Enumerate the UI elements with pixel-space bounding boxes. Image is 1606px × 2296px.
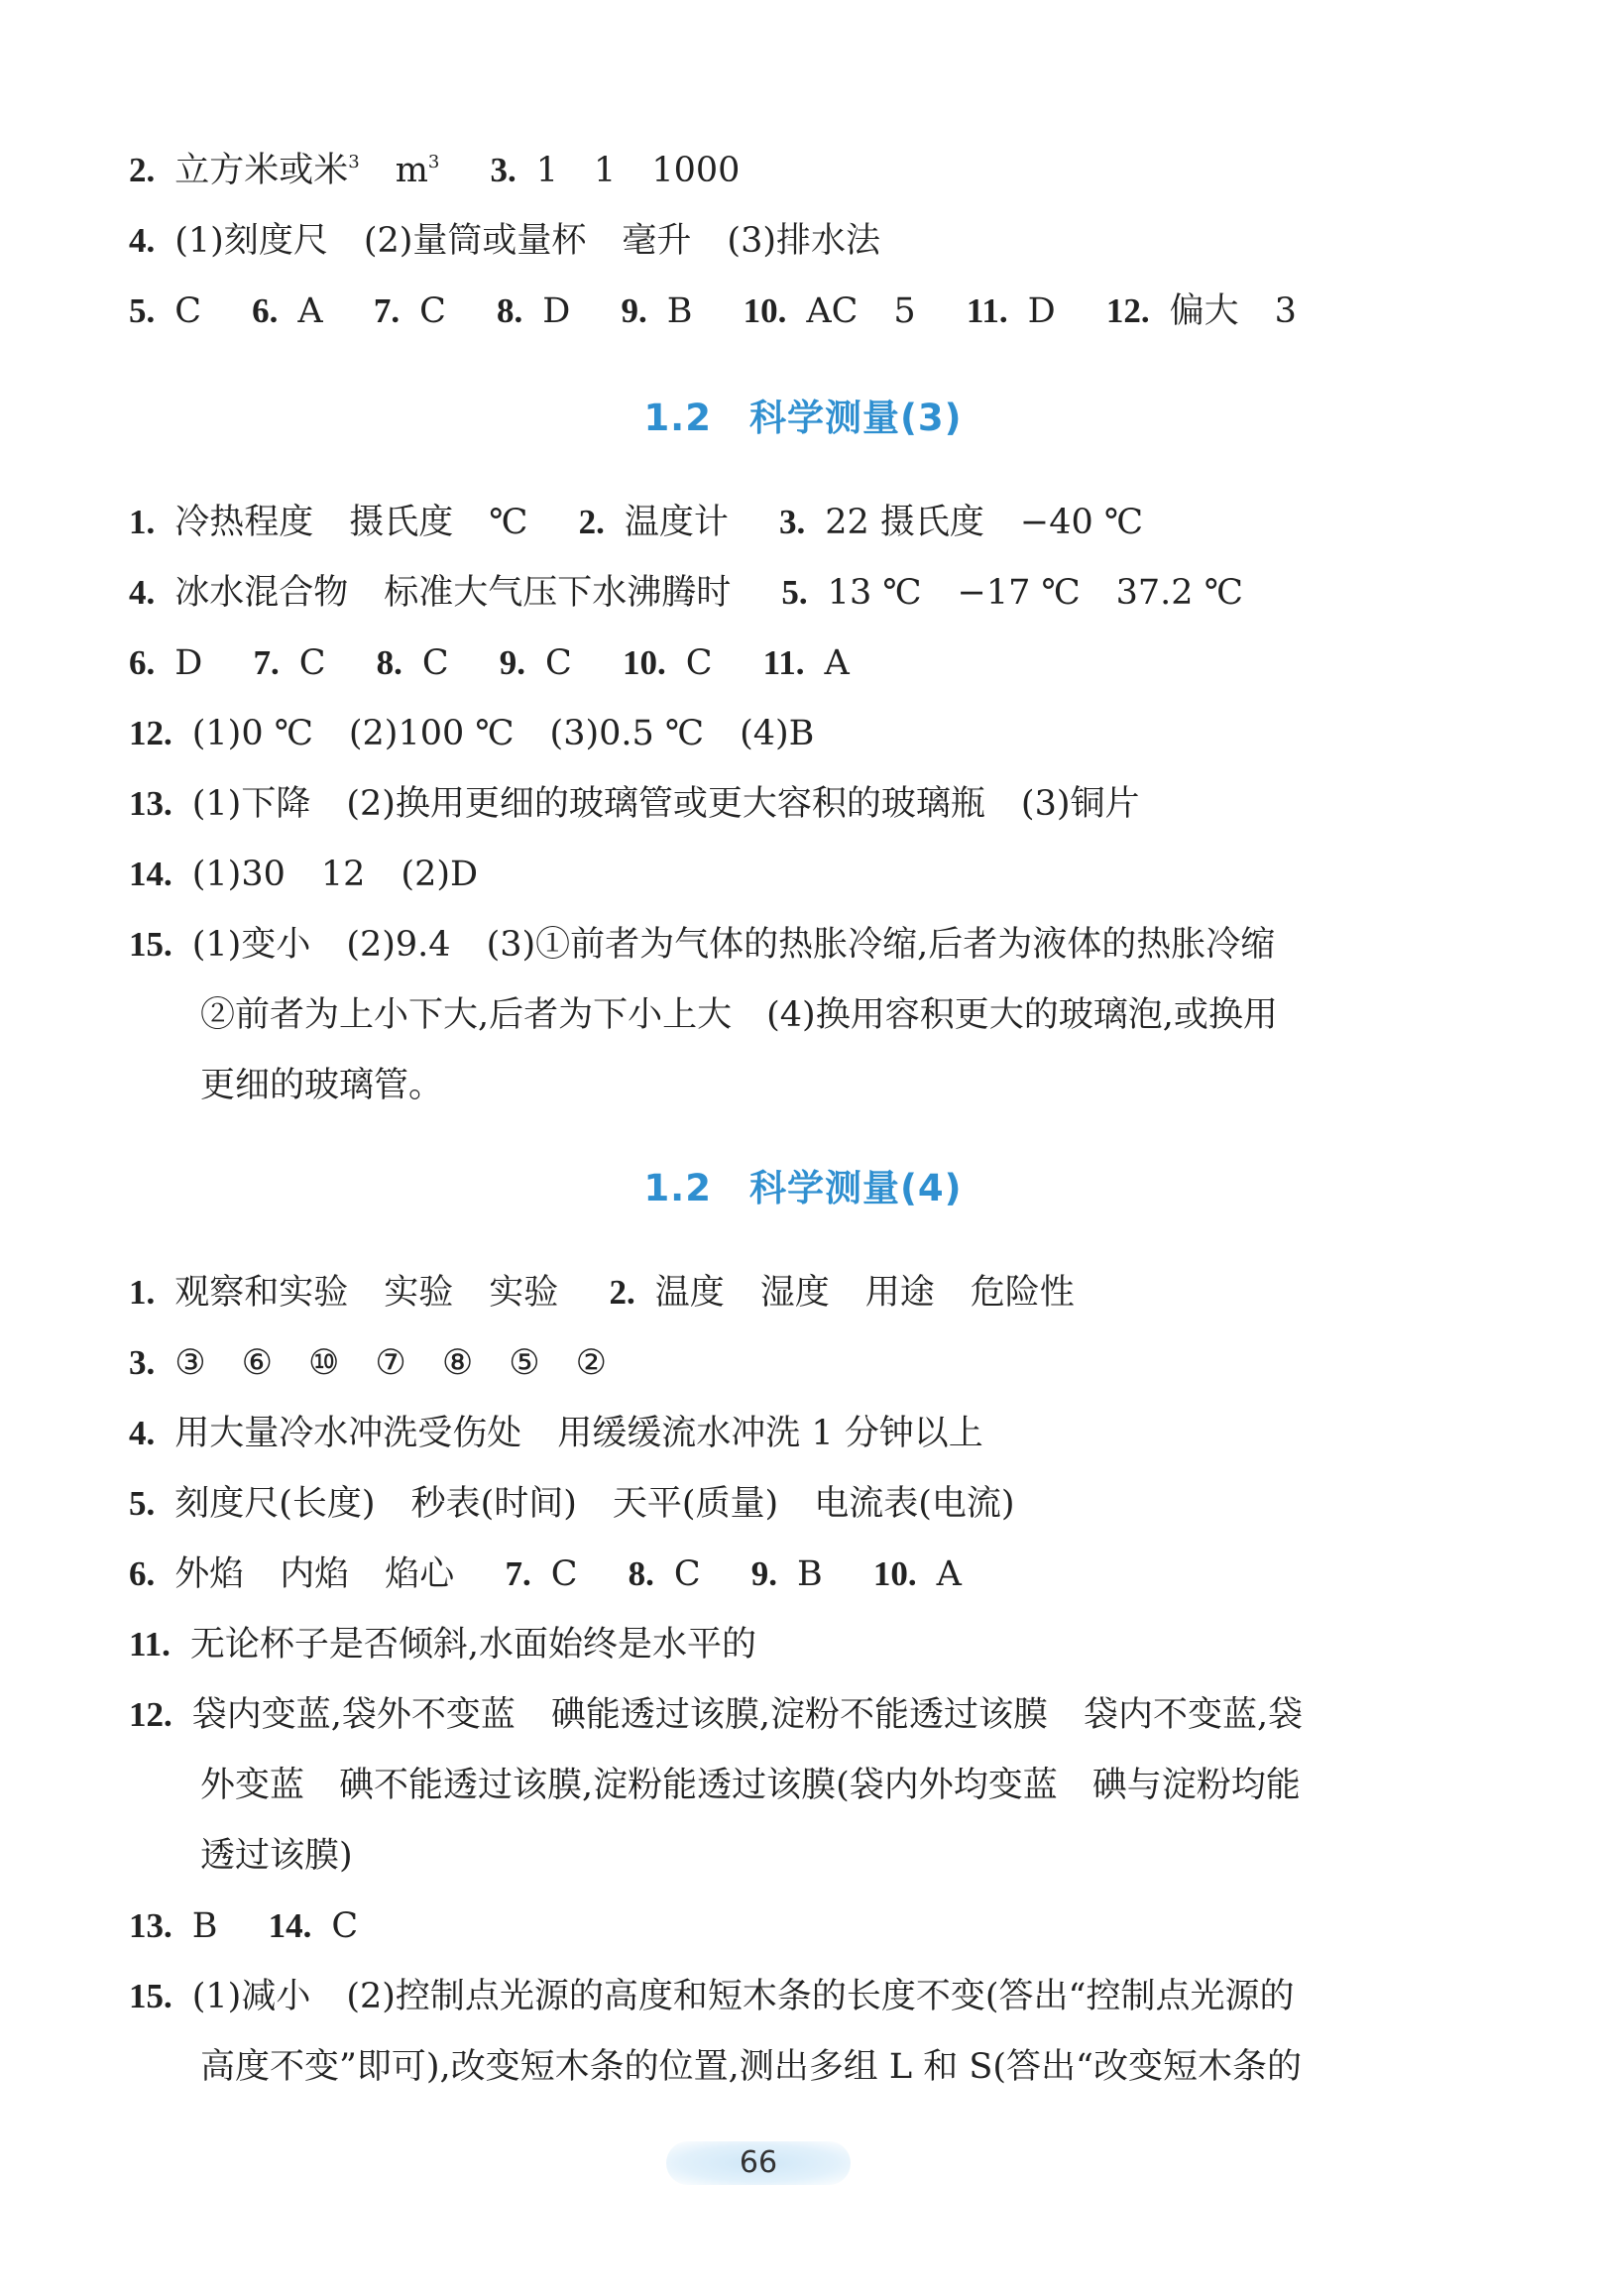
answer-text: 用缓缓流水冲洗 1 分钟以上 — [557, 1414, 983, 1453]
answer-item — [129, 1693, 1303, 1737]
answer-text: A — [824, 643, 850, 683]
answer-text: ③ — [174, 1343, 206, 1383]
answer-item — [129, 782, 1140, 826]
answer-item — [623, 641, 713, 685]
answer-line-4 — [129, 219, 880, 263]
answer-continuation: 透过该膜) — [200, 1836, 353, 1876]
answer-text: 5 — [893, 291, 916, 331]
answer-text: 12 — [320, 855, 366, 894]
answer-text: −17 ℃ — [957, 573, 1081, 613]
question-number: 5. — [129, 1484, 156, 1523]
answer-text: (2)D — [401, 855, 479, 894]
question-number: 3. — [778, 503, 806, 541]
question-number: 14. — [268, 1906, 312, 1945]
superscript: 3 — [348, 152, 360, 172]
question-number: 10. — [743, 291, 787, 330]
question-number: 8. — [376, 643, 402, 682]
answer-line-6-10 — [129, 1552, 962, 1596]
answer-item — [129, 641, 202, 685]
page-number: 66 — [739, 2145, 778, 2180]
answer-item — [129, 853, 478, 896]
answer-line-6-11 — [129, 641, 850, 685]
question-number: 14. — [129, 855, 172, 893]
answer-line-11 — [129, 1623, 756, 1666]
answer-item — [129, 1552, 454, 1596]
answer-text: 立方米或米$^3$ — [174, 151, 360, 190]
question-number: 15. — [129, 1977, 172, 2015]
section-title: 科学测量(4) — [748, 1167, 963, 1209]
answer-text: $m^3$ — [395, 151, 440, 190]
question-number: 15. — [129, 925, 172, 964]
answer-text: D — [542, 291, 571, 331]
answer-item — [129, 1904, 217, 1948]
answer-item — [129, 501, 527, 544]
question-number: 12. — [129, 1695, 172, 1734]
answer-item — [253, 641, 325, 685]
answer-text: C — [421, 643, 449, 683]
answer-continuation: 外变蓝 碘不能透过该膜,淀粉能透过该膜(袋内外均变蓝 碘与淀粉均能 — [200, 1766, 1301, 1805]
answer-text: 摄氏度 — [349, 503, 454, 542]
question-number: 13. — [129, 784, 172, 823]
answer-text: A — [297, 291, 323, 331]
answer-text: 袋内变蓝,袋外不变蓝 — [191, 1695, 516, 1735]
answer-line-15 — [129, 923, 1275, 967]
answer-text: C — [545, 643, 572, 683]
question-number: 11. — [966, 291, 1008, 330]
answer-item — [873, 1552, 962, 1596]
section-heading-3 — [0, 395, 1606, 442]
section-number: 1.2 — [643, 1167, 712, 1209]
answer-text: (1)刻度尺 — [174, 221, 328, 261]
section-title: 科学测量(3) — [748, 397, 963, 439]
answer-text: 刻度尺(长度) — [174, 1484, 376, 1524]
answer-text: 1000 — [651, 151, 741, 190]
answer-text: C — [673, 1554, 701, 1594]
question-number: 3. — [490, 151, 516, 189]
answer-text: 无论杯子是否倾斜,水面始终是水平的 — [189, 1625, 756, 1665]
answer-text: (2)控制点光源的高度和短木条的长度不变(答出“控制点光源的 — [346, 1977, 1295, 2016]
answer-text: 秒表(时间) — [410, 1484, 577, 1524]
question-number: 7. — [373, 291, 401, 330]
answer-text: (4)B — [740, 714, 815, 753]
question-number: 9. — [750, 1554, 778, 1593]
answer-text: 温度计 — [624, 503, 729, 542]
answer-line-12 — [129, 712, 814, 755]
answer-item — [505, 1552, 577, 1596]
question-number: 6. — [129, 643, 156, 682]
answer-text: C — [419, 291, 446, 331]
answer-item — [497, 289, 570, 333]
answer-item — [629, 1552, 701, 1596]
question-number: 8. — [628, 1554, 654, 1593]
answer-text: (1)下降 — [191, 784, 311, 824]
answer-line-5 — [129, 1482, 1015, 1526]
superscript: 3 — [427, 152, 440, 172]
answer-text: D — [174, 643, 203, 683]
answer-line-15 — [129, 1975, 1294, 2018]
answer-text: (2)9.4 — [346, 925, 451, 965]
question-number: 11. — [129, 1625, 171, 1664]
answer-item — [763, 641, 850, 685]
question-number: 4. — [129, 573, 156, 612]
answer-item — [751, 1552, 823, 1596]
question-number: 7. — [253, 643, 280, 682]
answer-continuation: 更细的玻璃管。 — [200, 1066, 444, 1105]
answer-item — [579, 501, 729, 544]
answer-text: AC — [806, 291, 859, 331]
answer-text: 3 — [1274, 291, 1297, 331]
question-number: 2. — [129, 151, 156, 189]
answer-text: (3)①前者为气体的热胀冷缩,后者为液体的热胀冷缩 — [486, 925, 1276, 965]
question-number: 11. — [762, 643, 805, 682]
answer-text: 实验 — [384, 1273, 454, 1313]
answer-text: 湿度 — [759, 1273, 830, 1313]
answer-text: C — [298, 643, 326, 683]
answer-text: 1 — [594, 151, 617, 190]
answer-text: 用大量冷水冲洗受伤处 — [174, 1414, 522, 1453]
answer-item — [374, 289, 446, 333]
answer-line-1-2 — [129, 1271, 1075, 1315]
answer-text: ⑩ — [308, 1343, 340, 1383]
answer-continuation: ②前者为上小下大,后者为下小上大 (4)换用容积更大的玻璃泡,或换用 — [200, 995, 1278, 1035]
answer-item — [377, 641, 449, 685]
answer-text: 37.2 ℃ — [1115, 573, 1243, 613]
question-number: 7. — [505, 1554, 531, 1593]
section-number: 1.2 — [643, 397, 712, 439]
answer-text: (2)换用更细的玻璃管或更大容积的玻璃瓶 — [346, 784, 985, 824]
answer-text: (1)减小 — [191, 1977, 311, 2016]
answer-text: (3)排水法 — [727, 221, 880, 261]
answer-text: ℃ — [489, 503, 528, 542]
answer-line-13 — [129, 782, 1140, 826]
answer-line-1-3 — [129, 501, 1143, 544]
answer-line-14 — [129, 853, 478, 896]
question-number: 12. — [129, 714, 172, 752]
question-number: 12. — [1105, 291, 1150, 330]
answer-line-2-3 — [129, 149, 740, 192]
answer-text: 标准大气压下水沸腾时 — [384, 573, 732, 613]
question-number: 1. — [129, 1273, 156, 1312]
answer-text: 袋内不变蓝,袋 — [1084, 1695, 1304, 1735]
answer-text: 偏大 — [1169, 291, 1239, 331]
answer-item — [500, 641, 572, 685]
answer-line-12 — [129, 1693, 1303, 1737]
answer-text: 危险性 — [970, 1273, 1075, 1313]
answer-text: D — [1027, 291, 1056, 331]
answer-text: (2)100 ℃ — [348, 714, 515, 753]
answer-item — [129, 1271, 558, 1315]
answer-item — [129, 1975, 1294, 2018]
answer-text: (2)量筒或量杯 — [363, 221, 587, 261]
answer-text: ⑧ — [441, 1343, 474, 1383]
answer-text: 实验 — [489, 1273, 559, 1313]
answer-item — [1106, 289, 1297, 333]
answer-text: C — [550, 1554, 578, 1594]
answer-text: −40 ℃ — [1019, 503, 1144, 542]
answer-item — [491, 149, 741, 192]
answer-text: C — [685, 643, 713, 683]
answer-text: C — [331, 1906, 359, 1946]
answer-item — [129, 289, 201, 333]
section-heading-4 — [0, 1165, 1606, 1212]
question-number: 8. — [497, 291, 523, 330]
answer-item — [129, 149, 439, 192]
answer-text: (1)变小 — [191, 925, 311, 965]
answer-item — [269, 1904, 359, 1948]
question-number: 5. — [781, 573, 808, 612]
answer-text: (3)铜片 — [1020, 784, 1140, 824]
question-number: 2. — [609, 1273, 635, 1312]
answer-text: 电流表(电流) — [814, 1484, 1015, 1524]
answer-text: B — [191, 1906, 218, 1946]
answer-text: ⑦ — [375, 1343, 406, 1383]
answer-item — [129, 219, 880, 263]
answer-continuation: 高度不变”即可),改变短木条的位置,测出多组 L 和 S(答出“改变短木条的 — [200, 2047, 1302, 2087]
answer-text: 毫升 — [622, 221, 692, 261]
question-number: 10. — [622, 643, 666, 682]
answer-item — [129, 1341, 607, 1385]
answer-text: 用途 — [864, 1273, 935, 1313]
answer-text: 温度 — [654, 1273, 725, 1313]
answer-item — [252, 289, 323, 333]
answer-item — [609, 1271, 1074, 1315]
answer-item — [129, 1412, 983, 1455]
question-number: 4. — [129, 221, 156, 260]
question-number: 6. — [252, 291, 279, 330]
answer-text: A — [936, 1554, 962, 1594]
answer-item — [129, 712, 814, 755]
answer-item — [129, 923, 1275, 967]
answer-text: 外焰 — [174, 1554, 245, 1594]
answer-text: (3)0.5 ℃ — [549, 714, 705, 753]
answer-text: B — [797, 1554, 823, 1594]
question-number: 6. — [129, 1554, 156, 1593]
answer-line-13-14 — [129, 1904, 358, 1948]
question-number: 9. — [499, 643, 526, 682]
answer-line-5-12 — [129, 289, 1297, 333]
answer-text: 13 ℃ — [827, 573, 922, 613]
answer-item — [129, 1482, 1015, 1526]
answer-item — [744, 289, 916, 333]
answer-text: 内焰 — [280, 1554, 350, 1594]
answer-text: (1)30 — [191, 855, 286, 894]
question-number: 1. — [129, 503, 156, 541]
answer-item — [779, 501, 1143, 544]
answer-text: B — [666, 291, 693, 331]
answer-line-4-5 — [129, 571, 1243, 615]
question-number: 2. — [578, 503, 605, 541]
answer-item — [967, 289, 1056, 333]
question-number: 10. — [872, 1554, 917, 1593]
answer-item — [129, 571, 731, 615]
answer-text: (1)0 ℃ — [191, 714, 313, 753]
answer-text: 天平(质量) — [612, 1484, 779, 1524]
answer-item — [129, 1623, 756, 1666]
page-number-badge — [666, 2141, 851, 2185]
answer-line-3 — [129, 1341, 607, 1385]
answer-text: 1 — [535, 151, 559, 190]
answer-item — [621, 289, 692, 333]
answer-text: 22 摄氏度 — [825, 503, 984, 542]
answer-item — [781, 571, 1242, 615]
answer-text: C — [174, 291, 202, 331]
answer-text: ⑥ — [241, 1343, 274, 1383]
question-number: 5. — [129, 291, 156, 330]
answer-text: 焰心 — [385, 1554, 455, 1594]
question-number: 13. — [129, 1906, 172, 1945]
answer-text: 冰水混合物 — [174, 573, 349, 613]
answer-text: 冷热程度 — [174, 503, 314, 542]
question-number: 3. — [129, 1343, 156, 1382]
question-number: 9. — [621, 291, 647, 330]
answer-text: ⑤ — [509, 1343, 540, 1383]
answer-text: 碘能透过该膜,淀粉不能透过该膜 — [550, 1695, 1049, 1735]
answer-text: 观察和实验 — [174, 1273, 349, 1313]
answer-text: ② — [575, 1343, 607, 1383]
answer-line-4 — [129, 1412, 983, 1455]
question-number: 4. — [129, 1414, 156, 1452]
